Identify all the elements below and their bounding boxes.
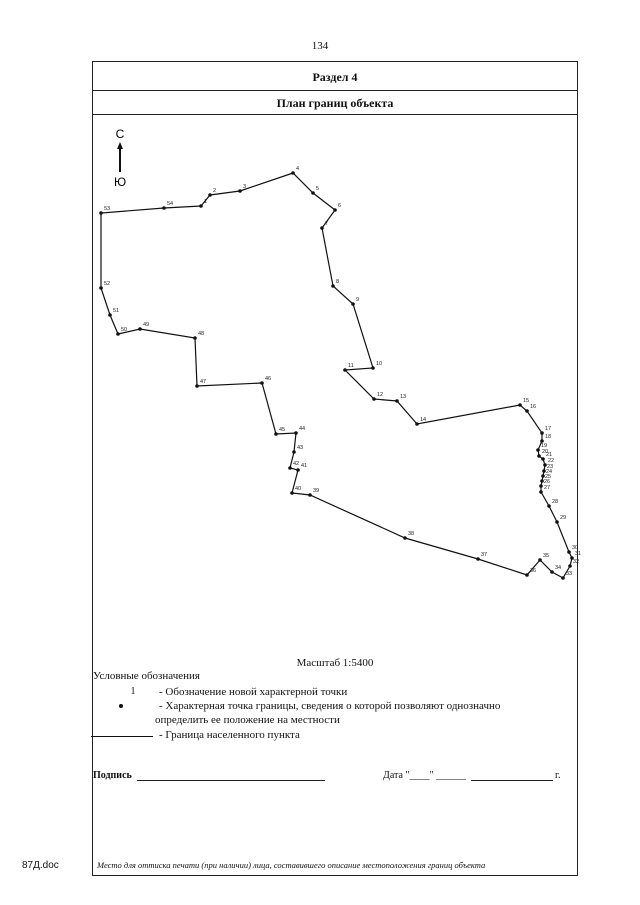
boundary-point-label: 25 — [545, 474, 552, 480]
date-label: Дата "____" ______ — [383, 770, 467, 781]
boundary-point-label: 8 — [336, 279, 340, 285]
legend-text: - Обозначение новой характерной точки — [159, 686, 348, 698]
boundary-point-label: 28 — [552, 499, 559, 505]
boundary-point-label: 18 — [545, 434, 552, 440]
boundary-point-label: 45 — [279, 427, 286, 433]
compass-south-label: Ю — [113, 175, 127, 189]
boundary-point-label: 48 — [198, 331, 205, 337]
boundary-point-label: 14 — [420, 417, 427, 423]
boundary-point-label: 43 — [297, 445, 304, 451]
boundary-point-label: 38 — [408, 531, 415, 537]
boundary-point-label: 23 — [547, 464, 554, 470]
boundary-point-label: 16 — [530, 404, 537, 410]
boundary-point-label: 52 — [104, 281, 111, 287]
boundary-point-label: 31 — [575, 551, 582, 557]
boundary-point-label: 29 — [560, 515, 567, 521]
boundary-point-label: 54 — [167, 201, 174, 207]
boundary-point-label: 40 — [295, 486, 302, 492]
scale-text: Масштаб 1:5400 — [296, 657, 374, 669]
boundary-point-label: 20 — [542, 449, 549, 455]
plan-frame — [92, 61, 578, 876]
compass-north-label: С — [115, 127, 125, 141]
boundary-point-label: 6 — [338, 203, 342, 209]
legend-title: Условные обозначения — [93, 670, 200, 682]
boundary-point-label: 24 — [546, 469, 553, 475]
boundary-point-label: 17 — [545, 426, 552, 432]
boundary-point-label: 35 — [543, 553, 550, 559]
boundary-point-label: 21 — [546, 452, 553, 458]
stamp-place-note: Место для оттиска печати (при наличии) лица, составившего описание местоположения границ объекта — [97, 860, 486, 870]
date-field[interactable] — [471, 770, 553, 781]
boundary-point-label: 49 — [143, 322, 150, 328]
legend-text: - Граница населенного пункта — [159, 729, 300, 741]
boundary-point-label: 1 — [204, 199, 208, 205]
boundary-point-label: 3 — [243, 184, 247, 190]
boundary-point-label: 36 — [530, 568, 537, 574]
legend-text-continued: определить ее положение на местности — [155, 714, 340, 726]
boundary-point-label: 50 — [121, 327, 128, 333]
boundary-point-icon — [119, 704, 123, 708]
boundary-point-label: 47 — [200, 379, 207, 385]
plan-title: План границ объекта — [93, 90, 577, 115]
boundary-point-label: 22 — [548, 458, 555, 464]
boundary-point-label: 46 — [265, 376, 272, 382]
boundary-point-label: 15 — [523, 398, 530, 404]
boundary-point-label: 9 — [356, 297, 360, 303]
legend-symbol-number: 1 — [130, 686, 136, 697]
boundary-point-label: 26 — [544, 479, 551, 485]
boundary-line-icon — [91, 736, 153, 737]
boundary-point-label: 2 — [213, 188, 217, 194]
document-filename: 87Д.doc — [22, 860, 59, 871]
boundary-point-label: 32 — [573, 559, 580, 565]
boundary-point-label: 39 — [313, 488, 320, 494]
boundary-point-label: 12 — [377, 392, 384, 398]
boundary-point-label: 42 — [293, 461, 300, 467]
boundary-point-label: 13 — [400, 394, 407, 400]
boundary-point-label: 19 — [541, 443, 548, 449]
year-suffix: г. — [555, 770, 561, 781]
boundary-point-label: 11 — [348, 363, 354, 369]
boundary-point-label: 30 — [572, 545, 579, 551]
legend-text: - Характерная точка границы, сведения о которой позволяют однозначно — [159, 700, 501, 712]
boundary-point-label: 33 — [566, 571, 573, 577]
boundary-point-label: 37 — [481, 552, 488, 558]
section-title: Раздел 4 — [93, 62, 577, 91]
boundary-point-label: 53 — [104, 206, 111, 212]
boundary-point-label: 34 — [555, 565, 562, 571]
boundary-point-label: 7 — [325, 221, 329, 227]
boundary-point-label: 44 — [299, 426, 306, 432]
boundary-point-label: 10 — [376, 361, 383, 367]
boundary-point-label: 5 — [316, 186, 320, 192]
boundary-point-label: 4 — [296, 166, 300, 172]
signature-label: Подпись — [93, 770, 132, 781]
signature-field[interactable] — [137, 770, 325, 781]
boundary-point-label: 27 — [544, 485, 551, 491]
page-number: 134 — [311, 40, 329, 52]
boundary-point-label: 51 — [113, 308, 120, 314]
boundary-point-label: 41 — [301, 463, 308, 469]
